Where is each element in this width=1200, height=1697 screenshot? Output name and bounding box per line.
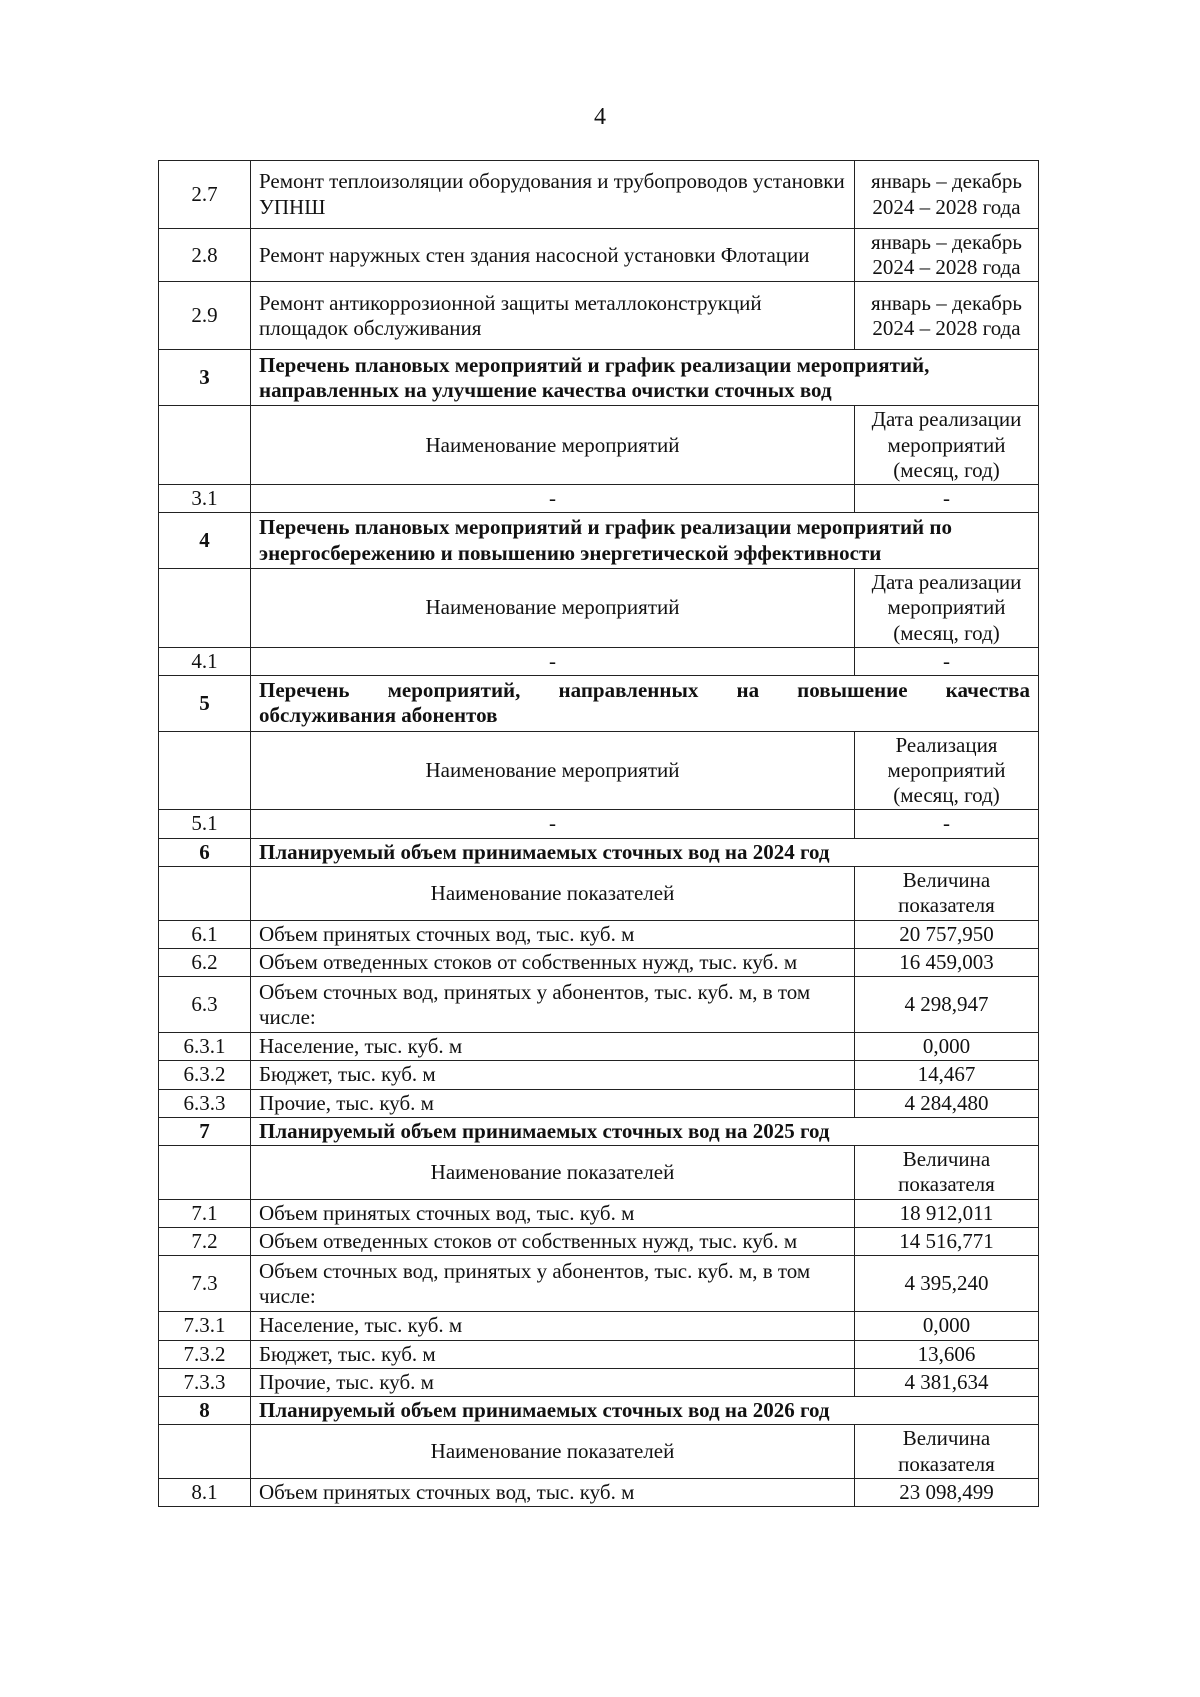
section-title-line: Перечень мероприятий, направленных на повышение качества — [259, 678, 1030, 703]
table-row — [159, 1368, 1039, 1396]
indicator-name: Объем принятых сточных вод, тыс. куб. м — [251, 1199, 855, 1227]
measure-date: январь – декабрь 2024 – 2028 года — [855, 161, 1039, 229]
page-number: 4 — [594, 104, 606, 130]
column-header-row — [159, 406, 1039, 485]
section-number: 6 — [159, 838, 251, 866]
table-row — [159, 1228, 1039, 1256]
section-number: 8 — [159, 1396, 251, 1424]
table-row — [159, 1033, 1039, 1061]
section-number: 4 — [159, 513, 251, 569]
indicator-value: 13,606 — [855, 1340, 1039, 1368]
table-row — [159, 229, 1039, 282]
row-number: 2.7 — [159, 161, 251, 229]
column-header-row — [159, 731, 1039, 810]
measure-name: Ремонт антикоррозионной защиты металлоконструкций площадок обслуживания — [251, 282, 855, 350]
table-row — [159, 810, 1039, 838]
indicator-name: Объем сточных вод, принятых у абонентов, тыс. куб. м, в том числе: — [251, 977, 855, 1033]
section-header — [159, 675, 1039, 731]
row-number: 7.3.3 — [159, 1368, 251, 1396]
row-number: 6.2 — [159, 949, 251, 977]
indicator-value: 16 459,003 — [855, 949, 1039, 977]
row-number: 5.1 — [159, 810, 251, 838]
table-row — [159, 1061, 1039, 1089]
row-number: 7.3.2 — [159, 1340, 251, 1368]
table-row — [159, 1312, 1039, 1340]
column-header-name: Наименование показателей — [251, 1425, 855, 1479]
row-number: 6.1 — [159, 920, 251, 948]
measure-name: Ремонт теплоизоляции оборудования и трубопроводов установки УПНШ — [251, 161, 855, 229]
table-row — [159, 282, 1039, 350]
table-row — [159, 1089, 1039, 1117]
indicator-name: Объем сточных вод, принятых у абонентов, тыс. куб. м, в том числе: — [251, 1256, 855, 1312]
measure-date: январь – декабрь 2024 – 2028 года — [855, 282, 1039, 350]
table-row — [159, 920, 1039, 948]
measure-name: Ремонт наружных стен здания насосной установки Флотации — [251, 229, 855, 282]
row-number: 2.8 — [159, 229, 251, 282]
indicator-name: Объем принятых сточных вод, тыс. куб. м — [251, 1479, 855, 1507]
section-title: Перечень плановых мероприятий и график реализации мероприятий, направленных на улучшение качества очистки сточных вод — [251, 350, 1039, 406]
row-number: 6.3.1 — [159, 1033, 251, 1061]
indicator-name: Бюджет, тыс. куб. м — [251, 1061, 855, 1089]
column-header-value: Величина показателя — [855, 866, 1039, 920]
indicator-name: Бюджет, тыс. куб. м — [251, 1340, 855, 1368]
indicator-name: Объем принятых сточных вод, тыс. куб. м — [251, 920, 855, 948]
measure-name: - — [251, 647, 855, 675]
column-header-value: Величина показателя — [855, 1145, 1039, 1199]
measure-date: - — [855, 647, 1039, 675]
row-number: 6.3 — [159, 977, 251, 1033]
table-row — [159, 1256, 1039, 1312]
table-row — [159, 484, 1039, 512]
column-header-name: Наименование мероприятий — [251, 731, 855, 810]
section-title-line: обслуживания абонентов — [259, 703, 498, 728]
measure-date: - — [855, 810, 1039, 838]
indicator-value: 0,000 — [855, 1312, 1039, 1340]
table-row — [159, 949, 1039, 977]
indicator-value: 4 284,480 — [855, 1089, 1039, 1117]
table-row — [159, 977, 1039, 1033]
measure-date: - — [855, 484, 1039, 512]
row-number: 7.3.1 — [159, 1312, 251, 1340]
column-header-date: Дата реализации мероприятий (месяц, год) — [855, 569, 1039, 648]
section-header — [159, 513, 1039, 569]
column-header-name: Наименование мероприятий — [251, 569, 855, 648]
column-header-name: Наименование мероприятий — [251, 406, 855, 485]
measures-table — [158, 160, 1039, 1507]
section-title — [251, 675, 1039, 731]
row-number: 7.2 — [159, 1228, 251, 1256]
column-header-row — [159, 866, 1039, 920]
row-number: 6.3.2 — [159, 1061, 251, 1089]
table-row — [159, 1199, 1039, 1227]
indicator-name: Население, тыс. куб. м — [251, 1033, 855, 1061]
indicator-name: Население, тыс. куб. м — [251, 1312, 855, 1340]
indicator-value: 20 757,950 — [855, 920, 1039, 948]
section-title: Планируемый объем принимаемых сточных вод на 2025 год — [251, 1117, 1039, 1145]
column-header-name: Наименование показателей — [251, 866, 855, 920]
column-header-row — [159, 569, 1039, 648]
section-header — [159, 1117, 1039, 1145]
table-row — [159, 1479, 1039, 1507]
column-header-date: Реализация мероприятий (месяц, год) — [855, 731, 1039, 810]
indicator-value: 4 381,634 — [855, 1368, 1039, 1396]
column-header-row — [159, 1425, 1039, 1479]
row-number: 2.9 — [159, 282, 251, 350]
indicator-name: Прочие, тыс. куб. м — [251, 1368, 855, 1396]
section-header — [159, 350, 1039, 406]
row-number: 6.3.3 — [159, 1089, 251, 1117]
section-header — [159, 838, 1039, 866]
indicator-value: 14 516,771 — [855, 1228, 1039, 1256]
column-header-value: Величина показателя — [855, 1425, 1039, 1479]
section-number: 5 — [159, 675, 251, 731]
measure-date: январь – декабрь 2024 – 2028 года — [855, 229, 1039, 282]
column-header-row — [159, 1145, 1039, 1199]
row-number: 4.1 — [159, 647, 251, 675]
row-number: 7.3 — [159, 1256, 251, 1312]
row-number: 8.1 — [159, 1479, 251, 1507]
section-title: Перечень плановых мероприятий и график реализации мероприятий по энергосбережению и повышению энергетической эффективности — [251, 513, 1039, 569]
table-row — [159, 161, 1039, 229]
measure-name: - — [251, 484, 855, 512]
column-header-name: Наименование показателей — [251, 1145, 855, 1199]
column-header-date: Дата реализации мероприятий (месяц, год) — [855, 406, 1039, 485]
indicator-value: 18 912,011 — [855, 1199, 1039, 1227]
row-number: 3.1 — [159, 484, 251, 512]
table-row — [159, 1340, 1039, 1368]
indicator-value: 14,467 — [855, 1061, 1039, 1089]
row-number: 7.1 — [159, 1199, 251, 1227]
indicator-name: Объем отведенных стоков от собственных нужд, тыс. куб. м — [251, 1228, 855, 1256]
section-title: Планируемый объем принимаемых сточных вод на 2024 год — [251, 838, 1039, 866]
measure-name: - — [251, 810, 855, 838]
indicator-value: 4 298,947 — [855, 977, 1039, 1033]
section-header — [159, 1396, 1039, 1424]
indicator-value: 4 395,240 — [855, 1256, 1039, 1312]
indicator-name: Прочие, тыс. куб. м — [251, 1089, 855, 1117]
section-title: Планируемый объем принимаемых сточных вод на 2026 год — [251, 1396, 1039, 1424]
section-number: 3 — [159, 350, 251, 406]
table-row — [159, 647, 1039, 675]
indicator-value: 23 098,499 — [855, 1479, 1039, 1507]
section-number: 7 — [159, 1117, 251, 1145]
indicator-value: 0,000 — [855, 1033, 1039, 1061]
indicator-name: Объем отведенных стоков от собственных нужд, тыс. куб. м — [251, 949, 855, 977]
